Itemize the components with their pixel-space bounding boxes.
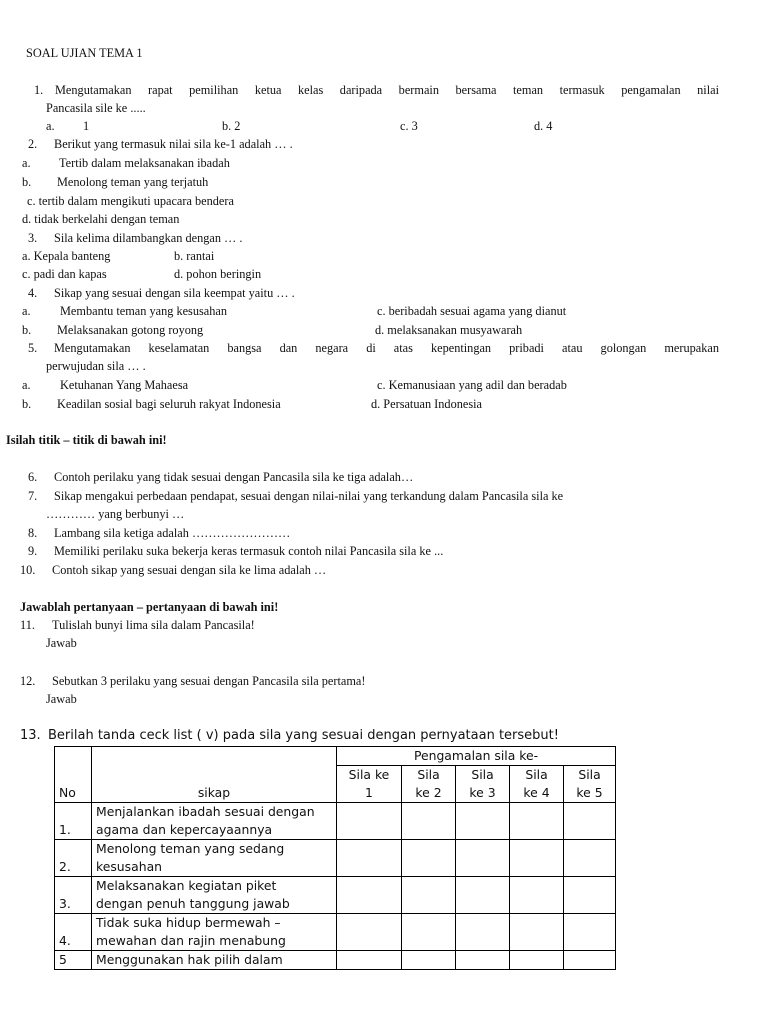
row-sikap (92, 803, 337, 840)
header-group: Pengamalan sila ke- (337, 747, 616, 766)
header-sila-bottom: ke 3 (469, 785, 496, 800)
option-a-label: a. (22, 156, 31, 170)
checkbox-cell[interactable] (510, 877, 564, 914)
option-c: c. 3 (400, 119, 418, 133)
question-number: 11. (20, 618, 35, 632)
header-sila-bottom: ke 4 (523, 785, 550, 800)
checkbox-cell[interactable] (564, 951, 616, 970)
option-d: d. melaksanakan musyawarah (375, 323, 523, 337)
option-a-label: a. (22, 378, 31, 392)
option-c: c. beribadah sesuai agama yang dianut (377, 304, 567, 318)
option-b: Menolong teman yang terjatuh (57, 175, 209, 189)
table-row (55, 840, 616, 877)
option-b: Keadilan sosial bagi seluruh rakyat Indonesia (57, 397, 281, 411)
option-a-label: a. (46, 119, 55, 133)
header-sila-3 (456, 766, 510, 803)
checkbox-cell[interactable] (564, 803, 616, 840)
header-sila-bottom: 1 (365, 785, 373, 800)
question-number: 5. (28, 341, 38, 355)
table-header-row (55, 747, 616, 766)
question-text-cont: perwujudan sila … . (46, 359, 146, 373)
header-sila-top: Sila (471, 767, 494, 782)
row-number: 1. (55, 803, 92, 840)
question-text: Sila kelima dilambangkan dengan … . (54, 231, 243, 245)
section-heading-fill-in: Isilah titik – titik di bawah ini! (6, 433, 167, 447)
checkbox-cell[interactable] (456, 951, 510, 970)
checkbox-cell[interactable] (402, 951, 456, 970)
option-b-label: b. (22, 175, 32, 189)
option-b: b. 2 (222, 119, 241, 133)
question-text: Tulislah bunyi lima sila dalam Pancasila! (52, 618, 255, 632)
question-text: Contoh sikap yang sesuai dengan sila ke lima adalah … (52, 563, 327, 577)
question-text: Sikap mengakui perbedaan pendapat, sesuai dengan nilai-nilai yang terkandung dalam Pancasila sila ke (54, 489, 564, 503)
table-row (55, 803, 616, 840)
sikap-line: Tidak suka hidup bermewah – (96, 915, 281, 930)
option-a: Tertib dalam melaksanakan ibadah (59, 156, 230, 170)
question-text-cont: ………… yang berbunyi … (46, 507, 185, 521)
sikap-line: Menolong teman yang sedang (96, 841, 285, 856)
checkbox-cell[interactable] (402, 877, 456, 914)
sikap-line: Melaksanakan kegiatan piket (96, 878, 277, 893)
checkbox-cell[interactable] (564, 914, 616, 951)
checkbox-cell[interactable] (456, 877, 510, 914)
header-sila-2 (402, 766, 456, 803)
option-b-label: b. (22, 397, 32, 411)
row-sikap (92, 877, 337, 914)
question-number: 12. (20, 674, 36, 688)
option-a: Ketuhanan Yang Mahaesa (60, 378, 189, 392)
section-heading-essay: Jawablah pertanyaan – pertanyaan di bawah ini! (20, 600, 279, 614)
question-number: 13. (20, 728, 41, 743)
question-number: 6. (28, 470, 38, 484)
question-number: 10. (20, 563, 36, 577)
checkbox-cell[interactable] (564, 877, 616, 914)
checkbox-cell[interactable] (337, 803, 402, 840)
question-text: Memiliki perilaku suka bekerja keras termasuk contoh nilai Pancasila sila ke ... (54, 544, 444, 558)
question-text: Sebutkan 3 perilaku yang sesuai dengan Pancasila sila pertama! (52, 674, 366, 688)
checkbox-cell[interactable] (337, 840, 402, 877)
checkbox-cell[interactable] (456, 914, 510, 951)
row-number: 2. (55, 840, 92, 877)
header-sila-bottom: ke 2 (415, 785, 442, 800)
checklist-table (54, 746, 616, 970)
question-text: Mengutamakan rapat pemilihan ketua kelas daripada bermain bersama teman termasuk pengamalan nilai (55, 83, 719, 97)
option-d: d. pohon beringin (174, 267, 262, 281)
header-sila-top: Sila (417, 767, 440, 782)
sikap-line: dengan penuh tanggung jawab (96, 896, 290, 911)
question-text-cont: Pancasila sile ke ..... (46, 101, 146, 115)
page-title: SOAL UJIAN TEMA 1 (26, 46, 143, 60)
question-number: 4. (28, 286, 38, 300)
option-d: d. tidak berkelahi dengan teman (22, 212, 180, 226)
option-a: Membantu teman yang kesusahan (60, 304, 227, 318)
sikap-line: kesusahan (96, 859, 163, 874)
option-b: b. rantai (174, 249, 215, 263)
question-number: 2. (28, 137, 38, 151)
checkbox-cell[interactable] (402, 840, 456, 877)
header-sila-top: Sila (578, 767, 601, 782)
table-row (55, 877, 616, 914)
option-d: d. 4 (534, 119, 553, 133)
row-sikap (92, 840, 337, 877)
sikap-line: mewahan dan rajin menabung (96, 933, 286, 948)
option-a: a. Kepala banteng (22, 249, 111, 263)
question-text: Berikut yang termasuk nilai sila ke-1 adalah … . (54, 137, 293, 151)
option-a-label: a. (22, 304, 31, 318)
question-text: Sikap yang sesuai dengan sila keempat yaitu … . (54, 286, 295, 300)
header-sila-top: Sila ke (348, 767, 390, 782)
sikap-line: agama dan kepercayaannya (96, 822, 273, 837)
answer-label: Jawab (46, 692, 77, 706)
option-b: Melaksanakan gotong royong (57, 323, 204, 337)
table-row (55, 951, 616, 970)
question-number: 1. (34, 83, 44, 97)
header-sila-4 (510, 766, 564, 803)
checkbox-cell[interactable] (510, 951, 564, 970)
answer-label: Jawab (46, 636, 77, 650)
header-no: No (55, 747, 92, 803)
question-number: 9. (28, 544, 38, 558)
header-sikap: sikap (92, 747, 337, 803)
row-number: 4. (55, 914, 92, 951)
question-number: 8. (28, 526, 38, 540)
row-number: 3. (55, 877, 92, 914)
question-text: Berilah tanda ceck list ( v) pada sila yang sesuai dengan pernyataan tersebut! (48, 728, 559, 743)
header-sila-1 (337, 766, 402, 803)
checkbox-cell[interactable] (337, 914, 402, 951)
header-sila-top: Sila (525, 767, 548, 782)
row-sikap (92, 914, 337, 951)
checkbox-cell[interactable] (337, 951, 402, 970)
question-number: 3. (28, 231, 38, 245)
question-text: Mengutamakan keselamatan bangsa dan negara di atas kepentingan pribadi atau golongan merupakan (54, 341, 719, 355)
header-sila-5 (564, 766, 616, 803)
option-c: c. Kemanusiaan yang adil dan beradab (377, 378, 567, 392)
sikap-line: Menjalankan ibadah sesuai dengan (96, 804, 315, 819)
question-text: Lambang sila ketiga adalah …………………… (54, 526, 291, 540)
option-a: 1 (83, 119, 90, 133)
sikap-line: Menggunakan hak pilih dalam (96, 952, 283, 967)
question-text: Contoh perilaku yang tidak sesuai dengan Pancasila sila ke tiga adalah… (54, 470, 414, 484)
option-c: c. tertib dalam mengikuti upacara bendera (27, 194, 234, 208)
checkbox-cell[interactable] (510, 914, 564, 951)
checkbox-cell[interactable] (337, 877, 402, 914)
header-sila-bottom: ke 5 (576, 785, 603, 800)
checkbox-cell[interactable] (510, 840, 564, 877)
checkbox-cell[interactable] (510, 803, 564, 840)
table-row (55, 914, 616, 951)
row-number: 5 (55, 951, 92, 970)
row-sikap (92, 951, 337, 970)
option-d: d. Persatuan Indonesia (371, 397, 482, 411)
question-number: 7. (28, 489, 38, 503)
checkbox-cell[interactable] (456, 803, 510, 840)
checkbox-cell[interactable] (402, 914, 456, 951)
checkbox-cell[interactable] (564, 840, 616, 877)
option-b-label: b. (22, 323, 32, 337)
checkbox-cell[interactable] (402, 803, 456, 840)
option-c: c. padi dan kapas (22, 267, 107, 281)
checkbox-cell[interactable] (456, 840, 510, 877)
